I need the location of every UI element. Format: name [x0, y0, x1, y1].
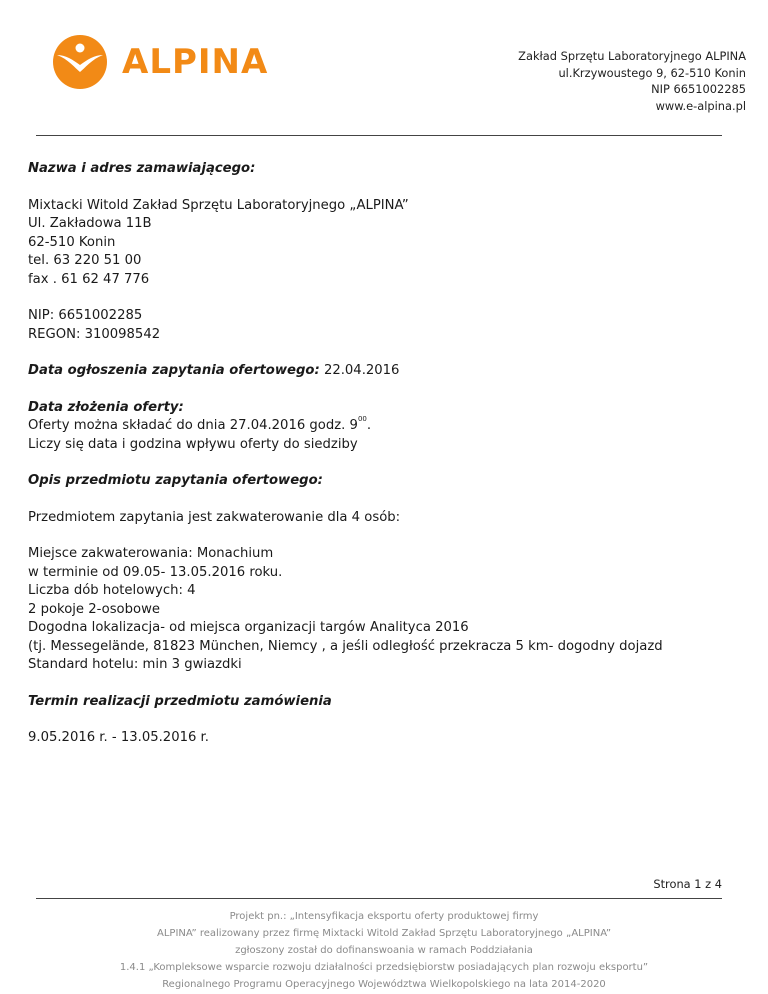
project-footer [0, 908, 768, 993]
buyer-name: Mixtacki Witold Zakład Sprzętu Laboratoryjnego „ALPINA” [28, 197, 409, 213]
buyer-phone: tel. 63 220 51 00 [28, 253, 142, 268]
announcement-label: Data ogłoszenia zapytania ofertowego: [28, 363, 320, 378]
description-venue: (tj. Messegelände, 81823 München, Niemcy , a jeśli odległość przekracza 5 km- dogodny dojazd [28, 638, 663, 654]
announcement-date [28, 362, 748, 381]
footer-line: ALPINA” realizowany przez firmę Mixtacki Witold Zakład Sprzętu Laboratoryjnego „ALPINA” [157, 928, 611, 939]
submission-deadline-text: Oferty można składać do dnia 27.04.2016 godz. 9 [28, 418, 358, 433]
submission-note: Liczy się data i godzina wpływu oferty do siedziby [28, 436, 358, 452]
alpina-bird-logo-icon [52, 34, 108, 90]
company-website: www.e-alpina.pl [655, 98, 746, 113]
company-street: ul.Krzywoustego 9, 62-510 Konin [558, 65, 746, 80]
company-info [518, 48, 746, 114]
document-body [28, 160, 748, 748]
description-intro: Przedmiotem zapytania jest zakwaterowanie dla 4 osób: [28, 509, 401, 525]
footer-line: Regionalnego Programu Operacyjnego Województwa Wielkopolskiego na lata 2014-2020 [162, 979, 606, 990]
footer-line: 1.4.1 „Kompleksowe wsparcie rozwoju działalności przedsiębiorstw posiadających plan rozwoju eksportu” [119, 962, 649, 973]
description-dates: w terminie od 09.05- 13.05.2016 roku. [28, 564, 283, 580]
page-number: Strona 1 z 4 [653, 877, 722, 891]
description-rooms: 2 pokoje 2-osobowe [28, 601, 160, 617]
description-nights: Liczba dób hotelowych: 4 [28, 583, 196, 598]
term-value: 9.05.2016 r. - 13.05.2016 r. [28, 730, 209, 745]
footer-line: Projekt pn.: „Intensyfikacja eksportu oferty produktowej firmy [229, 911, 539, 922]
footer-line: zgłoszony został do dofinanswoania w ramach Poddziałania [235, 945, 533, 956]
description-location: Miejsce zakwaterowania: Monachium [28, 546, 274, 561]
company-nip: NIP 6651002285 [651, 82, 746, 96]
footer-divider [36, 898, 722, 899]
term-heading: Termin realizacji przedmiotu zamówienia [28, 693, 332, 709]
submission-deadline-minutes: 00 [357, 415, 367, 423]
buyer-city: 62-510 Konin [28, 234, 116, 250]
buyer-street: Ul. Zakładowa 11B [28, 216, 152, 231]
submission-heading: Data złożenia oferty: [28, 399, 184, 415]
submission-deadline [28, 417, 748, 436]
description-heading: Opis przedmiotu zapytania ofertowego: [28, 473, 323, 488]
buyer-fax: fax . 61 62 47 776 [28, 271, 150, 287]
buyer-nip: NIP: 6651002285 [28, 308, 143, 323]
description-standard: Standard hotelu: min 3 gwiazdki [28, 657, 242, 672]
company-logo [52, 34, 268, 90]
buyer-heading: Nazwa i adres zamawiającego: [28, 161, 256, 176]
description-location-detail: Dogodna lokalizacja- od miejsca organizacji targów Analityca 2016 [28, 620, 469, 635]
buyer-regon: REGON: 310098542 [28, 326, 161, 342]
submission-deadline-end: . [366, 418, 372, 433]
header-divider [36, 135, 722, 136]
company-name: Zakład Sprzętu Laboratoryjnego ALPINA [518, 49, 746, 63]
logo-wordmark: ALPINA [122, 42, 269, 82]
announcement-value: 22.04.2016 [319, 363, 400, 378]
